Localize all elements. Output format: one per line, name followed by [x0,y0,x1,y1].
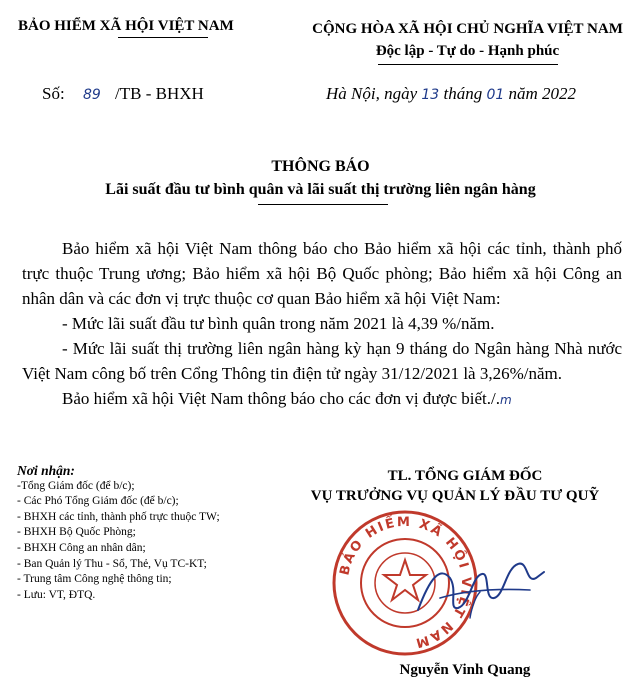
handwritten-signature [410,548,550,628]
initials-handwritten: m [500,393,512,407]
recipient-item: - Ban Quản lý Thu - Sổ, Thẻ, Vụ TC-KT; [17,557,207,570]
day-handwritten: 13 [421,87,440,103]
national-header [300,18,635,62]
place-prefix: Hà Nội, ngày [326,84,418,103]
document-number [42,84,204,104]
recipient-item: - Lưu: VT, ĐTQ. [17,588,96,601]
year-label: năm 2022 [508,84,577,103]
document-body [22,236,622,413]
number-code: /TB - BHXH [115,84,204,103]
number-label: Số: [42,84,65,103]
header-underline-left [118,37,208,38]
signer-role-secondary: VỤ TRƯỞNG VỤ QUẢN LÝ ĐẦU TƯ QUỸ [310,488,600,504]
recipient-item: - BHXH các tỉnh, thành phố trực thuộc TW; [17,510,220,523]
national-motto: Độc lập - Tự do - Hạnh phúc [375,43,560,59]
number-handwritten: 89 [82,87,101,103]
body-item-interbank-rate: - Mức lãi suất thị trường liên ngân hàng kỳ hạn 9 tháng do Ngân hàng Nhà nước Việt Nam công bố trên Cổng Thông tin điện tử ngày 31/12/2021 là 3,26%/năm. [22,339,622,383]
recipients-title: Nơi nhận: [17,463,75,478]
place-date [326,84,576,104]
signer-role-primary: TL. TỔNG GIÁM ĐỐC [387,468,543,484]
country-name: CỘNG HÒA XÃ HỘI CHỦ NGHĨA VIỆT NAM [312,21,623,37]
recipient-item: - BHXH Công an nhân dân; [17,541,146,554]
closing-text: Bảo hiểm xã hội Việt Nam thông báo cho các đơn vị được biết./. [62,389,501,408]
recipient-item: - Các Phó Tổng Giám đốc (để b/c); [17,495,179,508]
header-underline-right [378,64,558,65]
body-paragraph-intro: Bảo hiểm xã hội Việt Nam thông báo cho Bảo hiểm xã hội các tỉnh, thành phố trực thuộc Trung ương; Bảo hiểm xã hội Bộ Quốc phòng; Bảo hiểm xã hội Công an nhân dân và các đơn vị trực thuộc cơ quan Bảo hiểm xã hội Việt Nam: [22,239,622,308]
document-title: THÔNG BÁO [271,158,370,175]
body-item-average-rate: - Mức lãi suất đầu tư bình quân trong năm 2021 là 4,39 %/năm. [62,314,495,333]
month-label: tháng [443,84,483,103]
recipient-item: - BHXH Bộ Quốc Phòng; [17,526,136,539]
seal-text: BẢO HIỂM XÃ HỘI VIỆT NAM [337,514,474,651]
recipients-block [17,463,220,603]
month-handwritten: 01 [486,87,505,103]
signer-name: Nguyễn Vinh Quang [399,662,531,678]
recipient-item: -Tổng Giám đốc (để b/c); [17,479,135,492]
issuing-organization: BẢO HIỂM XÃ HỘI VIỆT NAM [18,18,234,34]
subtitle-underline [258,204,388,205]
document-subtitle: Lãi suất đầu tư bình quân và lãi suất thị trường liên ngân hàng [105,181,536,198]
body-closing [22,386,622,413]
recipient-item: - Trung tâm Công nghệ thông tin; [17,573,172,586]
